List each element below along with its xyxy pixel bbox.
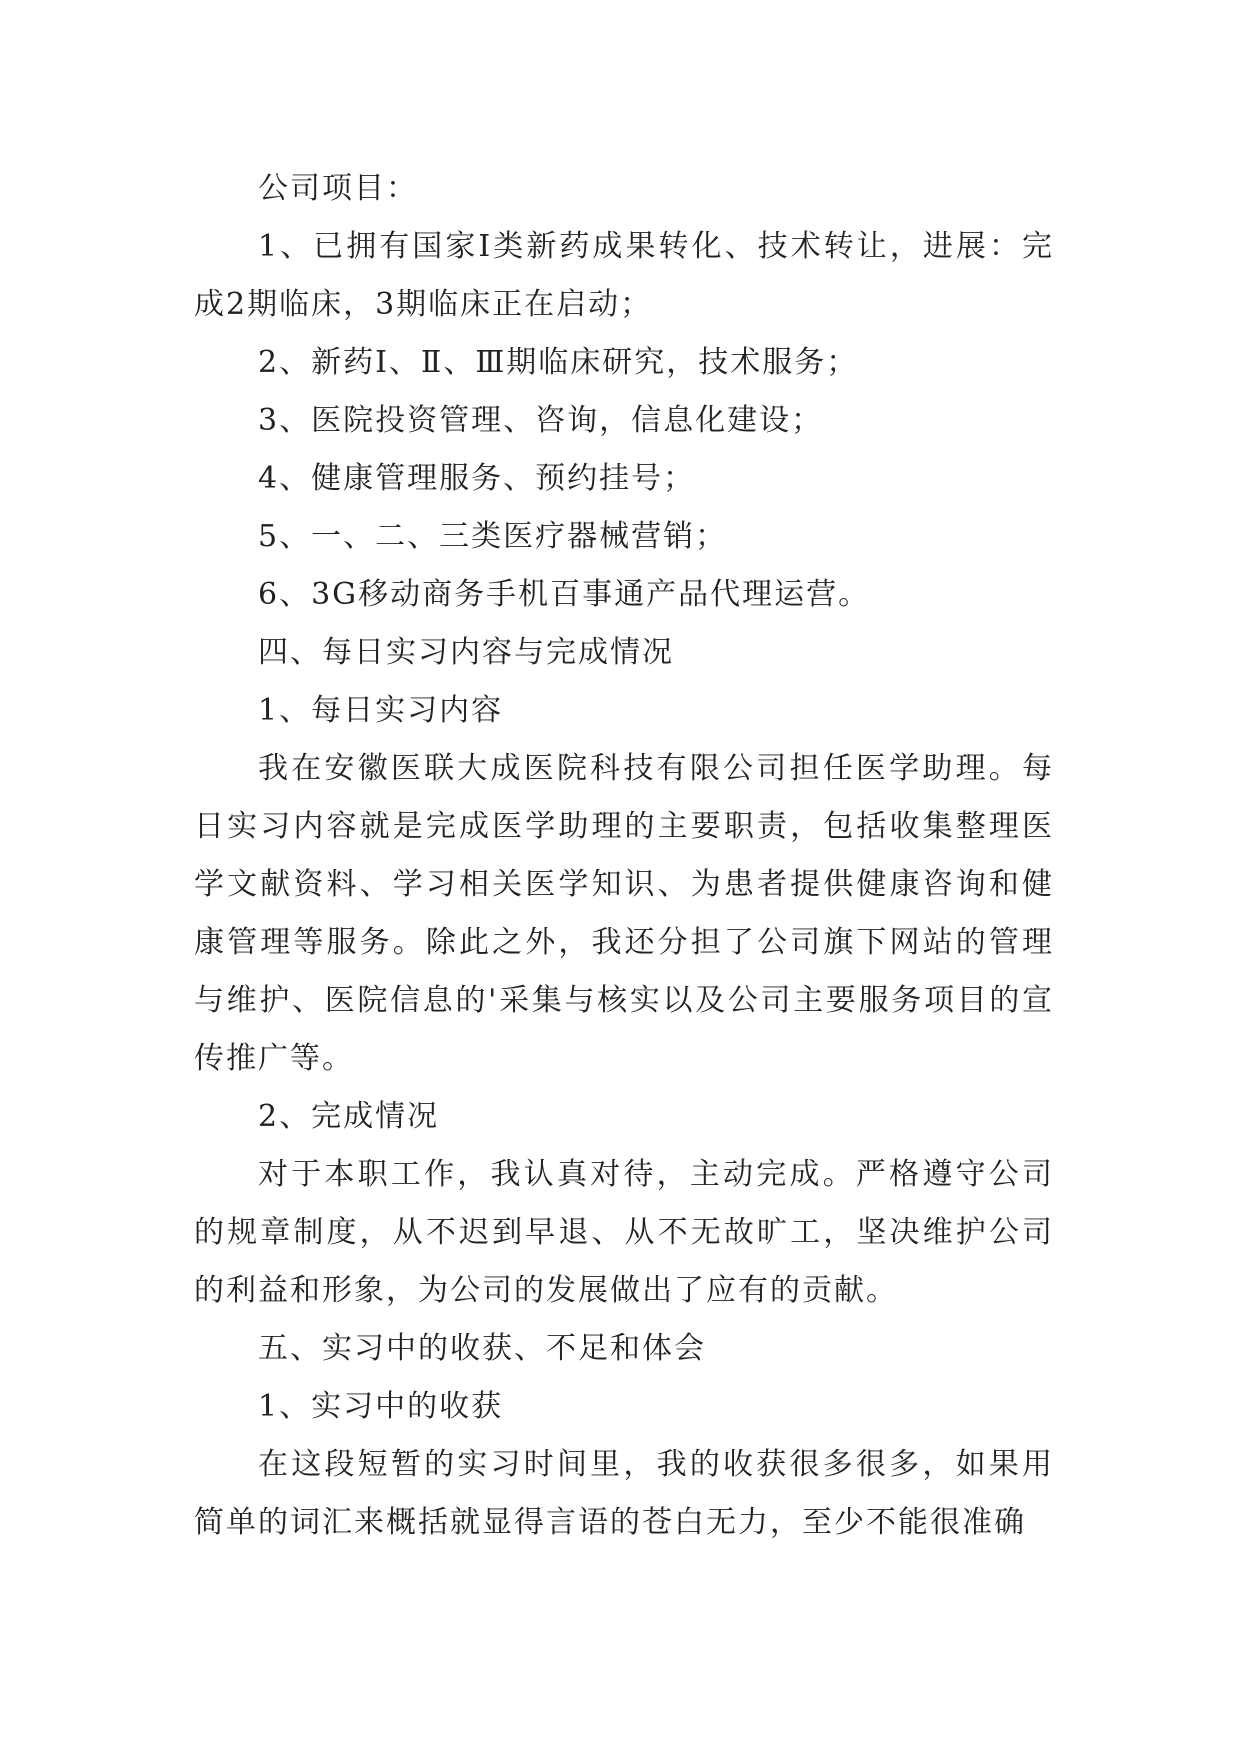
paragraph-company-projects-heading: 公司项目：: [258, 171, 418, 206]
paragraph-completion: 对于本职工作，我认真对待，主动完成。严格遵守公司的规章制度，从不迟到早退、从不无故旷工，坚决维护公司的利益和形象，为公司的发展做出了应有的贡献。: [194, 1157, 1054, 1308]
paragraph-project-6: 6、3G移动商务手机百事通产品代理运营。: [258, 577, 871, 612]
paragraph-gains: 在这段短暂的实习时间里，我的收获很多很多，如果用简单的词汇来概括就显得言语的苍白无力，至少不能很准确: [194, 1447, 1054, 1540]
subheading-completion: 2、完成情况: [258, 1099, 440, 1134]
paragraph-project-2: 2、新药Ⅰ、Ⅱ、Ⅲ期临床研究，技术服务；: [258, 345, 859, 380]
paragraph-project-1: 1、已拥有国家Ⅰ类新药成果转化、技术转让，进展：完成2期临床，3期临床正在启动；: [194, 229, 1054, 322]
document-body: [194, 160, 1054, 1552]
section-heading-4: 四、每日实习内容与完成情况: [258, 635, 674, 670]
paragraph-project-3: 3、医院投资管理、咨询，信息化建设；: [258, 403, 824, 438]
paragraph-project-5: 5、一、二、三类医疗器械营销；: [258, 519, 728, 554]
subheading-daily-content: 1、每日实习内容: [258, 693, 504, 728]
subheading-gains: 1、实习中的收获: [258, 1389, 504, 1424]
paragraph-project-4: 4、健康管理服务、预约挂号；: [258, 461, 696, 496]
paragraph-daily-content: 我在安徽医联大成医院科技有限公司担任医学助理。每日实习内容就是完成医学助理的主要职责，包括收集整理医学文献资料、学习相关医学知识、为患者提供健康咨询和健康管理等服务。除此之外，我还分担了公司旗下网站的管理与维护、医院信息的'采集与核实以及公司主要服务项目的宣传推广等。: [194, 751, 1054, 1076]
section-heading-5: 五、实习中的收获、不足和体会: [258, 1331, 706, 1366]
